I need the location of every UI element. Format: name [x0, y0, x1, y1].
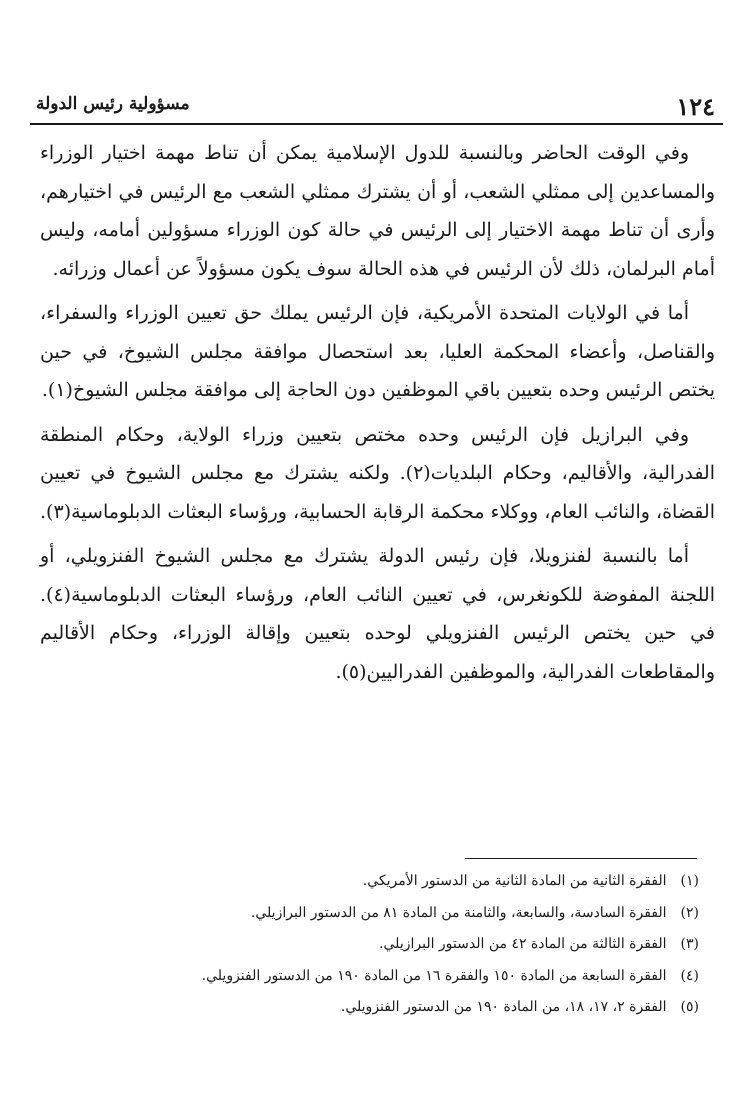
- footnote-number: (٣): [680, 936, 699, 952]
- footnote-text: الفقرة ٢، ١٧، ١٨، من المادة ١٩٠ من الدستور الفنزويلي.: [340, 999, 667, 1015]
- footnote-number: (١): [680, 873, 699, 889]
- footnote-text: الفقرة الثانية من المادة الثانية من الدستور الأمريكي.: [362, 873, 667, 889]
- footnote-4: [40, 961, 699, 993]
- footnote-2: [40, 898, 699, 930]
- paragraph-2: أما في الولايات المتحدة الأمريكية، فإن الرئيس يملك حق تعيين الوزراء والسفراء، والقناصل، وأعضاء المحكمة العليا، بعد استحصال موافقة مجلس الشيوخ، في حين يختص الرئيس وحده بتعيين باقي الموظفين دون الحاجة إلى موافقة مجلس الشيوخ(١).: [40, 302, 715, 401]
- paragraph-4: أما بالنسبة لفنزويلا، فإن رئيس الدولة يشترك مع مجلس الشيوخ الفنزويلي، أو اللجنة المفوضة للكونغرس، في تعيين النائب العام، ورؤساء البعثات الدبلوماسية(٤). في حين يختص الرئيس الفنزويلي لوحده بتعيين وإقالة الوزراء، وحكام الأقاليم والمقاطعات الفدرالية، والموظفين الفدراليين(٥).: [40, 545, 715, 683]
- footnote-divider: [465, 858, 697, 859]
- footnote-text: الفقرة الثالثة من المادة ٤٢ من الدستور البرازيلي.: [379, 936, 667, 952]
- header-divider: [30, 123, 723, 125]
- footnote-1: [40, 866, 699, 898]
- paragraph-1: وفي الوقت الحاضر وبالنسبة للدول الإسلامية يمكن أن تناط مهمة اختيار الوزراء والمساعدين إلى ممثلي الشعب، أو أن يشترك ممثلي الشعب مع الرئيس في اختيارهم، وأرى أن تناط مهمة الاختيار إلى الرئيس في حالة كون الوزراء مسؤولين أمامه، وليس أمام البرلمان، ذلك لأن الرئيس في هذه الحالة سوف يكون مسؤولاً عن أعمال وزرائه.: [40, 142, 715, 280]
- footnote-number: (٤): [680, 967, 699, 984]
- footnote-number: (٢): [680, 904, 699, 921]
- running-title: مسؤولية رئيس الدولة: [36, 94, 190, 114]
- body-text: [40, 134, 715, 693]
- paragraph-3: وفي البرازيل فإن الرئيس وحده مختص بتعيين وزراء الولاية، وحكام المنطقة الفدرالية، والأقاليم، وحكام البلديات(٢). ولكنه يشترك مع مجلس الشيوخ في تعيين القضاة، والنائب العام، ووكلاء محكمة الرقابة الحسابية، ورؤساء البعثات الدبلوماسية(٣).: [40, 423, 716, 523]
- footnote-5: [40, 992, 699, 1024]
- footnotes: [40, 866, 699, 1024]
- footnote-text: الفقرة السابعة من المادة ١٥٠ والفقرة ١٦ من المادة ١٩٠ من الدستور الفنزويلي.: [201, 967, 667, 984]
- footnote-number: (٥): [680, 999, 699, 1015]
- footnote-3: [40, 929, 699, 961]
- footnote-text: الفقرة السادسة، والسابعة، والثامنة من المادة ٨١ من الدستور البرازيلي.: [250, 904, 667, 921]
- page-number: ١٢٤: [676, 92, 715, 121]
- page-header: [32, 88, 721, 122]
